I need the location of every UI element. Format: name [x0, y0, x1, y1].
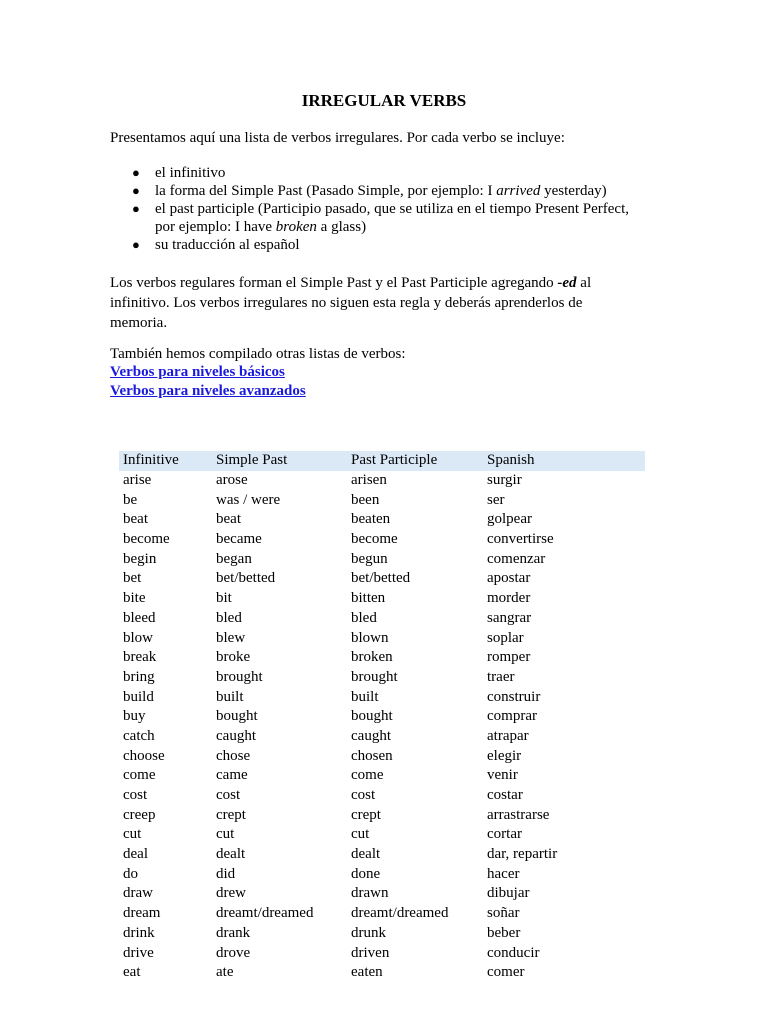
- table-cell: romper: [487, 649, 531, 666]
- table-row: [119, 490, 645, 510]
- table-row: [119, 766, 645, 786]
- table-row: [119, 510, 645, 530]
- table-cell: cut: [216, 826, 235, 843]
- column-header-past-participle: Past Participle: [351, 452, 438, 469]
- table-cell: brought: [216, 668, 263, 685]
- table-row: [119, 845, 645, 865]
- table-cell: bring: [123, 668, 155, 685]
- table-cell: become: [123, 531, 170, 548]
- table-cell: apostar: [487, 570, 531, 587]
- table-row: [119, 549, 645, 569]
- table-cell: drive: [123, 944, 154, 961]
- table-cell: chosen: [351, 747, 393, 764]
- table-cell: break: [123, 649, 157, 666]
- table-cell: caught: [351, 727, 391, 744]
- table-cell: crept: [351, 806, 381, 823]
- table-cell: been: [351, 491, 380, 508]
- table-row: [119, 569, 645, 589]
- table-cell: beaten: [351, 511, 391, 528]
- table-cell: drunk: [351, 924, 386, 941]
- table-cell: surgir: [487, 472, 522, 489]
- table-cell: dreamt/dreamed: [216, 905, 314, 922]
- table-cell: dream: [123, 905, 161, 922]
- table-cell: became: [216, 531, 262, 548]
- table-cell: beat: [216, 511, 241, 528]
- table-row: [119, 609, 645, 629]
- table-row: [119, 884, 645, 904]
- table-cell: bought: [351, 708, 393, 725]
- list-item: ● el infinitivo: [132, 165, 226, 181]
- table-cell: cut: [351, 826, 370, 843]
- link-advanced-verbs[interactable]: Verbos para niveles avanzados: [110, 383, 306, 399]
- table-cell: chose: [216, 747, 251, 764]
- table-header-row: [119, 451, 645, 471]
- table-row: [119, 628, 645, 648]
- table-row: [119, 746, 645, 766]
- link-basic-verbs[interactable]: Verbos para niveles básicos: [110, 364, 285, 380]
- table-cell: sangrar: [487, 609, 532, 626]
- table-cell: bit: [216, 590, 232, 607]
- table-cell: arose: [216, 472, 248, 489]
- table-cell: bet: [123, 570, 142, 587]
- table-cell: ate: [216, 964, 234, 981]
- table-row: [119, 648, 645, 668]
- table-cell: built: [216, 688, 244, 705]
- table-cell: bought: [216, 708, 258, 725]
- verb-list-links: [110, 363, 306, 401]
- table-cell: become: [351, 531, 398, 548]
- table-row: [119, 864, 645, 884]
- table-cell: came: [216, 767, 248, 784]
- table-cell: drove: [216, 944, 251, 961]
- table-cell: bet/betted: [351, 570, 411, 587]
- table-cell: begin: [123, 550, 157, 567]
- list-item: ● su traducción al español: [132, 237, 300, 253]
- table-cell: do: [123, 865, 138, 882]
- table-row: [119, 471, 645, 491]
- table-cell: bleed: [123, 609, 156, 626]
- table-cell: creep: [123, 806, 156, 823]
- table-cell: venir: [487, 767, 518, 784]
- table-cell: began: [216, 550, 252, 567]
- table-cell: comer: [487, 964, 525, 981]
- table-cell: drew: [216, 885, 246, 902]
- table-cell: bled: [351, 609, 377, 626]
- table-cell: brought: [351, 668, 398, 685]
- table-cell: did: [216, 865, 236, 882]
- table-cell: arise: [123, 472, 152, 489]
- bullet-icon: ●: [132, 165, 140, 180]
- table-cell: be: [123, 491, 138, 508]
- table-row: [119, 786, 645, 806]
- table-cell: was / were: [216, 491, 281, 508]
- table-cell: broke: [216, 649, 251, 666]
- table-cell: buy: [123, 708, 146, 725]
- table-cell: blew: [216, 629, 246, 646]
- table-row: [119, 530, 645, 550]
- table-cell: come: [351, 767, 384, 784]
- column-header-spanish: Spanish: [487, 452, 535, 469]
- table-cell: come: [123, 767, 156, 784]
- table-cell: soñar: [487, 905, 520, 922]
- table-row: [119, 825, 645, 845]
- table-cell: comenzar: [487, 550, 546, 567]
- table-cell: convertirse: [487, 531, 554, 548]
- table-cell: eat: [123, 964, 141, 981]
- irregular-verbs-table: [119, 451, 645, 983]
- column-header-infinitive: Infinitive: [123, 452, 179, 469]
- table-cell: catch: [123, 727, 155, 744]
- table-cell: elegir: [487, 747, 522, 764]
- table-cell: construir: [487, 688, 541, 705]
- table-cell: traer: [487, 668, 515, 685]
- table-cell: dar, repartir: [487, 846, 558, 863]
- table-cell: drink: [123, 924, 155, 941]
- table-cell: bet/betted: [216, 570, 276, 587]
- table-body: [119, 471, 645, 983]
- table-cell: cut: [123, 826, 142, 843]
- table-row: [119, 687, 645, 707]
- table-cell: bled: [216, 609, 242, 626]
- table-row: [119, 963, 645, 983]
- table-cell: arrastrarse: [487, 806, 550, 823]
- table-row: [119, 805, 645, 825]
- table-cell: draw: [123, 885, 153, 902]
- page-title: IRREGULAR VERBS: [301, 91, 467, 110]
- table-row: [119, 904, 645, 924]
- table-cell: blow: [123, 629, 153, 646]
- table-cell: done: [351, 865, 381, 882]
- list-item: ● la forma del Simple Past (Pasado Simple, por ejemplo: I arrived yesterday): [132, 183, 607, 199]
- table-cell: cost: [123, 787, 148, 804]
- table-cell: cortar: [487, 826, 522, 843]
- table-cell: atrapar: [487, 727, 529, 744]
- table-cell: eaten: [351, 964, 383, 981]
- table-cell: dealt: [216, 846, 246, 863]
- table-cell: arisen: [351, 472, 387, 489]
- table-cell: bite: [123, 590, 146, 607]
- table-cell: bitten: [351, 590, 386, 607]
- column-header-simple-past: Simple Past: [216, 452, 288, 469]
- list-item: ● el past participle (Participio pasado, que se utiliza en el tiempo Present Perfect, por ejemplo: I have broken a glass): [132, 201, 630, 235]
- table-cell: dibujar: [487, 885, 530, 902]
- table-cell: comprar: [487, 708, 537, 725]
- table-cell: morder: [487, 590, 531, 607]
- table-cell: beber: [487, 924, 521, 941]
- table-cell: soplar: [487, 629, 524, 646]
- table-cell: drawn: [351, 885, 389, 902]
- intro-text: Presentamos aquí una lista de verbos irregulares. Por cada verbo se incluye:: [110, 130, 565, 146]
- table-cell: dealt: [351, 846, 381, 863]
- table-cell: cost: [216, 787, 241, 804]
- table-row: [119, 727, 645, 747]
- table-cell: conducir: [487, 944, 540, 961]
- table-row: [119, 707, 645, 727]
- table-cell: ser: [487, 491, 505, 508]
- table-cell: crept: [216, 806, 246, 823]
- table-cell: blown: [351, 629, 389, 646]
- table-cell: driven: [351, 944, 390, 961]
- table-cell: choose: [123, 747, 165, 764]
- table-cell: costar: [487, 787, 523, 804]
- table-row: [119, 943, 645, 963]
- table-row: [119, 668, 645, 688]
- table-cell: caught: [216, 727, 256, 744]
- bullet-icon: ●: [132, 183, 140, 198]
- bullet-icon: ●: [132, 237, 140, 252]
- table-cell: hacer: [487, 865, 520, 882]
- bullet-list: [110, 164, 670, 254]
- table-cell: drank: [216, 924, 251, 941]
- table-cell: golpear: [487, 511, 532, 528]
- bullet-icon: ●: [132, 201, 140, 216]
- table-cell: cost: [351, 787, 376, 804]
- regular-verbs-paragraph: Los verbos regulares forman el Simple Past y el Past Participle agregando -ed al infinitivo. Los verbos irregulares no siguen esta regla y deberás aprenderlos de memoria.: [110, 275, 592, 331]
- table-row: [119, 589, 645, 609]
- table-row: [119, 924, 645, 944]
- table-cell: beat: [123, 511, 148, 528]
- table-cell: dreamt/dreamed: [351, 905, 449, 922]
- table-cell: build: [123, 688, 154, 705]
- table-cell: broken: [351, 649, 393, 666]
- table-cell: built: [351, 688, 379, 705]
- table-cell: deal: [123, 846, 148, 863]
- table-cell: begun: [351, 550, 388, 567]
- other-lists-text: También hemos compilado otras listas de verbos:: [110, 346, 406, 362]
